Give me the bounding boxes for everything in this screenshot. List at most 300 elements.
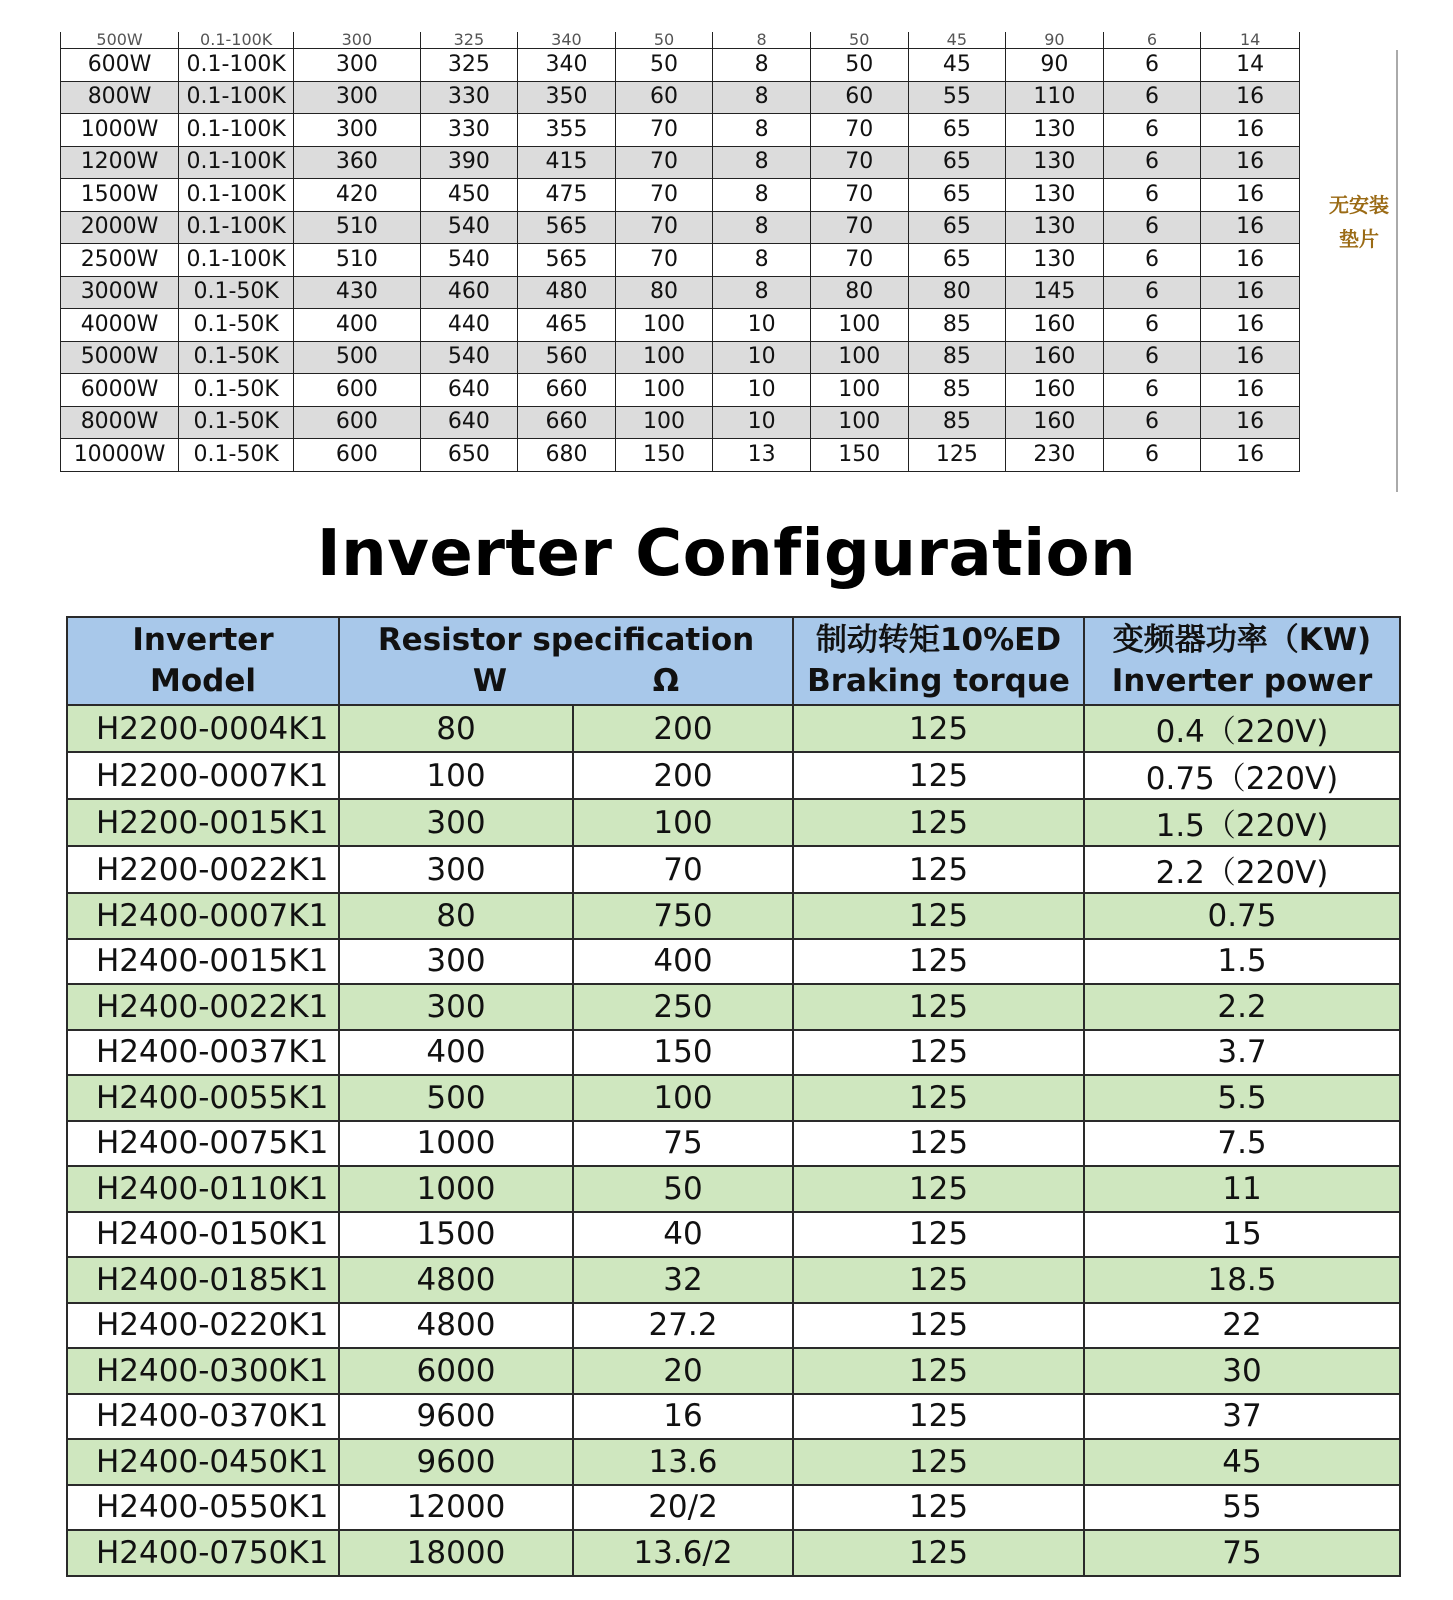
resistor-cell: 13 xyxy=(713,439,811,472)
resistor-cell: 6 xyxy=(1103,244,1201,277)
resistor-watt-cell: 9600 xyxy=(339,1394,573,1440)
resistor-cell: 1200W xyxy=(61,146,179,179)
resistor-row xyxy=(61,276,1300,309)
inverter-power-cell: 0.75 xyxy=(1084,893,1400,939)
inverter-row xyxy=(67,1166,1400,1212)
inverter-model-cell: H2200-0015K1 xyxy=(67,799,339,846)
resistor-cell: 0.1-100K xyxy=(179,244,294,277)
inverter-model-cell: H2400-0075K1 xyxy=(67,1121,339,1167)
inverter-model-cell: H2400-0450K1 xyxy=(67,1439,339,1485)
resistor-cell: 16 xyxy=(1201,374,1300,407)
inverter-model-cell: H2400-0015K1 xyxy=(67,939,339,985)
resistor-ohm-cell: 20/2 xyxy=(573,1485,793,1531)
inverter-model-cell: H2400-0185K1 xyxy=(67,1257,339,1303)
inverter-model-cell: H2400-0750K1 xyxy=(67,1530,339,1576)
inverter-power-cell: 7.5 xyxy=(1084,1121,1400,1167)
page-title: Inverter Configuration xyxy=(316,517,1137,591)
resistor-cell: 50 xyxy=(810,49,908,82)
resistor-cell: 70 xyxy=(615,244,713,277)
inverter-model-cell: H2400-0037K1 xyxy=(67,1030,339,1076)
resistor-cell: 6 xyxy=(1103,179,1201,212)
resistor-watt-cell: 6000 xyxy=(339,1348,573,1394)
resistor-cell: 0.1-50K xyxy=(179,276,294,309)
header-model-line-2: Model xyxy=(150,663,256,699)
resistor-cell: 130 xyxy=(1006,146,1104,179)
resistor-cell: 360 xyxy=(294,146,420,179)
resistor-cell: 70 xyxy=(810,146,908,179)
inverter-row xyxy=(67,1530,1400,1576)
resistor-cell: 6 xyxy=(1103,211,1201,244)
braking-torque-cell: 125 xyxy=(793,893,1084,939)
resistor-cell: 3000W xyxy=(61,276,179,309)
resistor-cell: 65 xyxy=(908,244,1006,277)
resistor-cell: 145 xyxy=(1006,276,1104,309)
resistor-cell: 100 xyxy=(615,374,713,407)
inverter-power-cell: 45 xyxy=(1084,1439,1400,1485)
resistor-watt-cell: 80 xyxy=(339,705,573,752)
inverter-row xyxy=(67,939,1400,985)
resistor-cell: 80 xyxy=(908,276,1006,309)
resistor-watt-cell: 1000 xyxy=(339,1121,573,1167)
header-resistor-specification xyxy=(339,617,793,705)
resistor-cell: 660 xyxy=(518,406,616,439)
resistor-watt-cell: 300 xyxy=(339,984,573,1030)
inverter-model-cell: H2400-0022K1 xyxy=(67,984,339,1030)
resistor-cell: 500W xyxy=(61,32,179,49)
resistor-cell: 8 xyxy=(713,179,811,212)
header-spec-line-1: Resistor specification xyxy=(377,622,755,658)
resistor-cell: 16 xyxy=(1201,309,1300,342)
resistor-row xyxy=(61,374,1300,407)
inverter-model-cell: H2400-0370K1 xyxy=(67,1394,339,1440)
resistor-cell: 565 xyxy=(518,211,616,244)
resistor-cell: 85 xyxy=(908,309,1006,342)
resistor-cell: 8 xyxy=(713,211,811,244)
inverter-row xyxy=(67,1485,1400,1531)
resistor-cell: 16 xyxy=(1201,81,1300,114)
braking-torque-cell: 125 xyxy=(793,1257,1084,1303)
resistor-cell: 300 xyxy=(294,49,420,82)
resistor-ohm-cell: 40 xyxy=(573,1212,793,1258)
resistor-cell: 8 xyxy=(713,114,811,147)
resistor-cell: 300 xyxy=(294,32,420,49)
resistor-cell: 0.1-100K xyxy=(179,49,294,82)
resistor-cell: 560 xyxy=(518,341,616,374)
inverter-power-cell: 0.4（220V) xyxy=(1084,705,1400,752)
resistor-cell: 0.1-50K xyxy=(179,341,294,374)
resistor-cell: 230 xyxy=(1006,439,1104,472)
braking-torque-cell: 125 xyxy=(793,1166,1084,1212)
resistor-cell: 65 xyxy=(908,211,1006,244)
resistor-ohm-cell: 400 xyxy=(573,939,793,985)
resistor-watt-cell: 18000 xyxy=(339,1530,573,1576)
resistor-cell: 100 xyxy=(810,341,908,374)
inverter-row xyxy=(67,752,1400,799)
resistor-cell: 150 xyxy=(810,439,908,472)
resistor-cell: 500 xyxy=(294,341,420,374)
inverter-power-cell: 1.5（220V) xyxy=(1084,799,1400,846)
resistor-cell: 6 xyxy=(1103,309,1201,342)
resistor-cell: 565 xyxy=(518,244,616,277)
inverter-power-cell: 30 xyxy=(1084,1348,1400,1394)
braking-torque-cell: 125 xyxy=(793,1439,1084,1485)
braking-torque-cell: 125 xyxy=(793,752,1084,799)
resistor-cell: 8 xyxy=(713,244,811,277)
braking-torque-cell: 125 xyxy=(793,1530,1084,1576)
resistor-ohm-cell: 75 xyxy=(573,1121,793,1167)
resistor-cell: 160 xyxy=(1006,406,1104,439)
resistor-cell: 8 xyxy=(713,146,811,179)
resistor-cell: 5000W xyxy=(61,341,179,374)
inverter-power-cell: 15 xyxy=(1084,1212,1400,1258)
resistor-cell: 16 xyxy=(1201,439,1300,472)
resistor-cell: 150 xyxy=(615,439,713,472)
resistor-cell: 475 xyxy=(518,179,616,212)
resistor-row xyxy=(61,341,1300,374)
inverter-power-cell: 3.7 xyxy=(1084,1030,1400,1076)
resistor-cell: 100 xyxy=(810,374,908,407)
resistor-cell: 1500W xyxy=(61,179,179,212)
resistor-cell: 6 xyxy=(1103,276,1201,309)
resistor-cell: 800W xyxy=(61,81,179,114)
resistor-cell: 0.1-50K xyxy=(179,406,294,439)
resistor-cell: 16 xyxy=(1201,244,1300,277)
resistor-cell: 510 xyxy=(294,211,420,244)
resistor-cell: 540 xyxy=(420,341,518,374)
resistor-cell: 465 xyxy=(518,309,616,342)
resistor-cell: 80 xyxy=(810,276,908,309)
header-power-line-1: 变频器功率（KW) xyxy=(1112,622,1372,658)
braking-torque-cell: 125 xyxy=(793,1030,1084,1076)
note-line-2: 垫片 xyxy=(1339,227,1379,251)
note-line-1: 无安装 xyxy=(1329,193,1389,217)
header-inverter-model xyxy=(67,617,339,705)
resistor-ohm-cell: 27.2 xyxy=(573,1303,793,1349)
braking-torque-cell: 125 xyxy=(793,939,1084,985)
inverter-row xyxy=(67,893,1400,939)
resistor-cell: 80 xyxy=(615,276,713,309)
resistor-watt-cell: 4800 xyxy=(339,1257,573,1303)
header-torque-line-1: 制动转矩10%ED xyxy=(815,622,1062,658)
resistor-cell: 50 xyxy=(810,32,908,49)
resistor-ohm-cell: 750 xyxy=(573,893,793,939)
inverter-row xyxy=(67,846,1400,893)
braking-torque-cell: 125 xyxy=(793,1348,1084,1394)
resistor-cell: 130 xyxy=(1006,211,1104,244)
header-torque-line-2: Braking torque xyxy=(807,663,1070,699)
resistor-cell: 90 xyxy=(1006,49,1104,82)
inverter-configuration-table xyxy=(66,616,1401,1577)
resistor-cell: 1000W xyxy=(61,114,179,147)
inverter-power-cell: 2.2 xyxy=(1084,984,1400,1030)
resistor-ohm-cell: 250 xyxy=(573,984,793,1030)
resistor-cell: 16 xyxy=(1201,276,1300,309)
inverter-row xyxy=(67,1394,1400,1440)
inverter-row xyxy=(67,1348,1400,1394)
inverter-row xyxy=(67,705,1400,752)
braking-torque-cell: 125 xyxy=(793,799,1084,846)
inverter-power-cell: 11 xyxy=(1084,1166,1400,1212)
resistor-watt-cell: 9600 xyxy=(339,1439,573,1485)
resistor-cell: 55 xyxy=(908,81,1006,114)
inverter-model-cell: H2400-0150K1 xyxy=(67,1212,339,1258)
resistor-ohm-cell: 200 xyxy=(573,705,793,752)
resistor-cell: 325 xyxy=(420,32,518,49)
resistor-cell: 110 xyxy=(1006,81,1104,114)
resistor-cell: 540 xyxy=(420,244,518,277)
resistor-cell: 100 xyxy=(810,309,908,342)
resistor-cell: 600 xyxy=(294,439,420,472)
resistor-dimension-section xyxy=(60,30,1398,492)
resistor-cell: 160 xyxy=(1006,341,1104,374)
resistor-cell: 355 xyxy=(518,114,616,147)
inverter-model-cell: H2200-0007K1 xyxy=(67,752,339,799)
resistor-cell: 2500W xyxy=(61,244,179,277)
resistor-cell: 0.1-100K xyxy=(179,211,294,244)
resistor-cell: 420 xyxy=(294,179,420,212)
resistor-cell: 70 xyxy=(615,179,713,212)
resistor-row-partial xyxy=(61,32,1300,49)
braking-torque-cell: 125 xyxy=(793,1303,1084,1349)
resistor-cell: 6000W xyxy=(61,374,179,407)
resistor-cell: 85 xyxy=(908,374,1006,407)
resistor-watt-cell: 300 xyxy=(339,939,573,985)
resistor-cell: 480 xyxy=(518,276,616,309)
resistor-cell: 0.1-100K xyxy=(179,32,294,49)
resistor-cell: 340 xyxy=(518,32,616,49)
resistor-cell: 70 xyxy=(615,114,713,147)
resistor-cell: 6 xyxy=(1103,32,1201,49)
resistor-cell: 0.1-50K xyxy=(179,374,294,407)
inverter-power-cell: 75 xyxy=(1084,1530,1400,1576)
resistor-cell: 6 xyxy=(1103,81,1201,114)
resistor-dimension-table xyxy=(60,32,1300,472)
resistor-cell: 300 xyxy=(294,114,420,147)
inverter-power-cell: 5.5 xyxy=(1084,1075,1400,1121)
resistor-cell: 70 xyxy=(810,244,908,277)
resistor-cell: 0.1-100K xyxy=(179,81,294,114)
resistor-watt-cell: 1500 xyxy=(339,1212,573,1258)
resistor-cell: 10000W xyxy=(61,439,179,472)
resistor-cell: 680 xyxy=(518,439,616,472)
header-model-line-1: Inverter xyxy=(132,622,274,658)
header-spec-ohm: Ω xyxy=(652,663,680,699)
inverter-power-cell: 2.2（220V) xyxy=(1084,846,1400,893)
resistor-cell: 415 xyxy=(518,146,616,179)
braking-torque-cell: 125 xyxy=(793,1394,1084,1440)
resistor-row xyxy=(61,81,1300,114)
inverter-power-cell: 55 xyxy=(1084,1485,1400,1531)
resistor-watt-cell: 12000 xyxy=(339,1485,573,1531)
resistor-cell: 10 xyxy=(713,374,811,407)
inverter-model-cell: H2400-0550K1 xyxy=(67,1485,339,1531)
resistor-watt-cell: 80 xyxy=(339,893,573,939)
resistor-row xyxy=(61,211,1300,244)
inverter-model-cell: H2400-0007K1 xyxy=(67,893,339,939)
resistor-cell: 70 xyxy=(615,211,713,244)
resistor-cell: 600W xyxy=(61,49,179,82)
inverter-model-cell: H2400-0055K1 xyxy=(67,1075,339,1121)
resistor-watt-cell: 300 xyxy=(339,846,573,893)
resistor-watt-cell: 1000 xyxy=(339,1166,573,1212)
resistor-cell: 0.1-100K xyxy=(179,146,294,179)
resistor-cell: 660 xyxy=(518,374,616,407)
resistor-cell: 6 xyxy=(1103,341,1201,374)
resistor-cell: 8000W xyxy=(61,406,179,439)
inverter-model-cell: H2200-0004K1 xyxy=(67,705,339,752)
resistor-cell: 85 xyxy=(908,406,1006,439)
header-spec-w: W xyxy=(472,663,508,699)
resistor-cell: 640 xyxy=(420,374,518,407)
resistor-cell: 70 xyxy=(810,114,908,147)
resistor-cell: 8 xyxy=(713,81,811,114)
resistor-cell: 14 xyxy=(1201,32,1300,49)
resistor-cell: 640 xyxy=(420,406,518,439)
resistor-ohm-cell: 13.6/2 xyxy=(573,1530,793,1576)
resistor-cell: 160 xyxy=(1006,309,1104,342)
resistor-cell: 100 xyxy=(615,406,713,439)
resistor-cell: 6 xyxy=(1103,406,1201,439)
resistor-cell: 85 xyxy=(908,341,1006,374)
resistor-cell: 4000W xyxy=(61,309,179,342)
resistor-cell: 430 xyxy=(294,276,420,309)
resistor-cell: 16 xyxy=(1201,146,1300,179)
inverter-row xyxy=(67,1212,1400,1258)
resistor-cell: 6 xyxy=(1103,439,1201,472)
inverter-power-cell: 0.75（220V) xyxy=(1084,752,1400,799)
resistor-ohm-cell: 100 xyxy=(573,1075,793,1121)
resistor-watt-cell: 100 xyxy=(339,752,573,799)
resistor-watt-cell: 500 xyxy=(339,1075,573,1121)
resistor-ohm-cell: 32 xyxy=(573,1257,793,1303)
resistor-cell: 100 xyxy=(615,309,713,342)
resistor-row xyxy=(61,114,1300,147)
resistor-cell: 16 xyxy=(1201,211,1300,244)
resistor-cell: 125 xyxy=(908,439,1006,472)
resistor-row xyxy=(61,244,1300,277)
resistor-cell: 0.1-100K xyxy=(179,179,294,212)
resistor-cell: 350 xyxy=(518,81,616,114)
inverter-row xyxy=(67,1075,1400,1121)
resistor-cell: 450 xyxy=(420,179,518,212)
resistor-cell: 0.1-50K xyxy=(179,309,294,342)
resistor-cell: 2000W xyxy=(61,211,179,244)
resistor-watt-cell: 400 xyxy=(339,1030,573,1076)
resistor-cell: 390 xyxy=(420,146,518,179)
inverter-row xyxy=(67,984,1400,1030)
resistor-cell: 8 xyxy=(713,49,811,82)
resistor-cell: 70 xyxy=(615,146,713,179)
no-mounting-pad-note xyxy=(1322,188,1396,256)
resistor-cell: 45 xyxy=(908,49,1006,82)
resistor-cell: 100 xyxy=(810,406,908,439)
resistor-cell: 8 xyxy=(713,32,811,49)
resistor-row xyxy=(61,439,1300,472)
braking-torque-cell: 125 xyxy=(793,984,1084,1030)
braking-torque-cell: 125 xyxy=(793,846,1084,893)
resistor-cell: 600 xyxy=(294,406,420,439)
resistor-cell: 340 xyxy=(518,49,616,82)
resistor-cell: 50 xyxy=(615,49,713,82)
resistor-cell: 540 xyxy=(420,211,518,244)
inverter-row xyxy=(67,1030,1400,1076)
resistor-row xyxy=(61,146,1300,179)
inverter-row xyxy=(67,1121,1400,1167)
resistor-ohm-cell: 70 xyxy=(573,846,793,893)
resistor-cell: 600 xyxy=(294,374,420,407)
resistor-cell: 16 xyxy=(1201,179,1300,212)
resistor-cell: 10 xyxy=(713,309,811,342)
inverter-power-cell: 22 xyxy=(1084,1303,1400,1349)
resistor-ohm-cell: 100 xyxy=(573,799,793,846)
resistor-cell: 130 xyxy=(1006,244,1104,277)
resistor-cell: 0.1-100K xyxy=(179,114,294,147)
resistor-cell: 6 xyxy=(1103,146,1201,179)
resistor-cell: 16 xyxy=(1201,341,1300,374)
braking-torque-cell: 125 xyxy=(793,705,1084,752)
resistor-cell: 16 xyxy=(1201,114,1300,147)
resistor-cell: 10 xyxy=(713,341,811,374)
inverter-table-clip xyxy=(66,616,1399,1571)
resistor-cell: 60 xyxy=(615,81,713,114)
resistor-ohm-cell: 13.6 xyxy=(573,1439,793,1485)
resistor-cell: 50 xyxy=(615,32,713,49)
resistor-cell: 65 xyxy=(908,114,1006,147)
resistor-cell: 6 xyxy=(1103,374,1201,407)
resistor-row xyxy=(61,309,1300,342)
resistor-watt-cell: 4800 xyxy=(339,1303,573,1349)
resistor-cell: 330 xyxy=(420,114,518,147)
header-braking-torque xyxy=(793,617,1084,705)
resistor-cell: 300 xyxy=(294,81,420,114)
resistor-cell: 8 xyxy=(713,276,811,309)
inverter-model-cell: H2400-0110K1 xyxy=(67,1166,339,1212)
resistor-cell: 14 xyxy=(1201,49,1300,82)
inverter-row xyxy=(67,1257,1400,1303)
inverter-power-cell: 1.5 xyxy=(1084,939,1400,985)
inverter-model-cell: H2400-0220K1 xyxy=(67,1303,339,1349)
inverter-power-cell: 37 xyxy=(1084,1394,1400,1440)
resistor-cell: 6 xyxy=(1103,114,1201,147)
braking-torque-cell: 125 xyxy=(793,1485,1084,1531)
resistor-cell: 160 xyxy=(1006,374,1104,407)
inverter-row xyxy=(67,799,1400,846)
resistor-cell: 130 xyxy=(1006,179,1104,212)
resistor-cell: 130 xyxy=(1006,114,1104,147)
resistor-cell: 650 xyxy=(420,439,518,472)
resistor-cell: 6 xyxy=(1103,49,1201,82)
resistor-ohm-cell: 50 xyxy=(573,1166,793,1212)
resistor-cell: 440 xyxy=(420,309,518,342)
header-power-line-2: Inverter power xyxy=(1111,663,1373,699)
resistor-cell: 100 xyxy=(615,341,713,374)
resistor-cell: 16 xyxy=(1201,406,1300,439)
header-inverter-power xyxy=(1084,617,1400,705)
resistor-cell: 70 xyxy=(810,211,908,244)
resistor-ohm-cell: 20 xyxy=(573,1348,793,1394)
resistor-cell: 65 xyxy=(908,179,1006,212)
resistor-cell: 330 xyxy=(420,81,518,114)
resistor-cell: 65 xyxy=(908,146,1006,179)
resistor-cell: 460 xyxy=(420,276,518,309)
resistor-cell: 510 xyxy=(294,244,420,277)
resistor-cell: 60 xyxy=(810,81,908,114)
inverter-model-cell: H2400-0300K1 xyxy=(67,1348,339,1394)
braking-torque-cell: 125 xyxy=(793,1075,1084,1121)
resistor-row xyxy=(61,179,1300,212)
resistor-ohm-cell: 200 xyxy=(573,752,793,799)
resistor-table-clip xyxy=(60,30,1360,492)
